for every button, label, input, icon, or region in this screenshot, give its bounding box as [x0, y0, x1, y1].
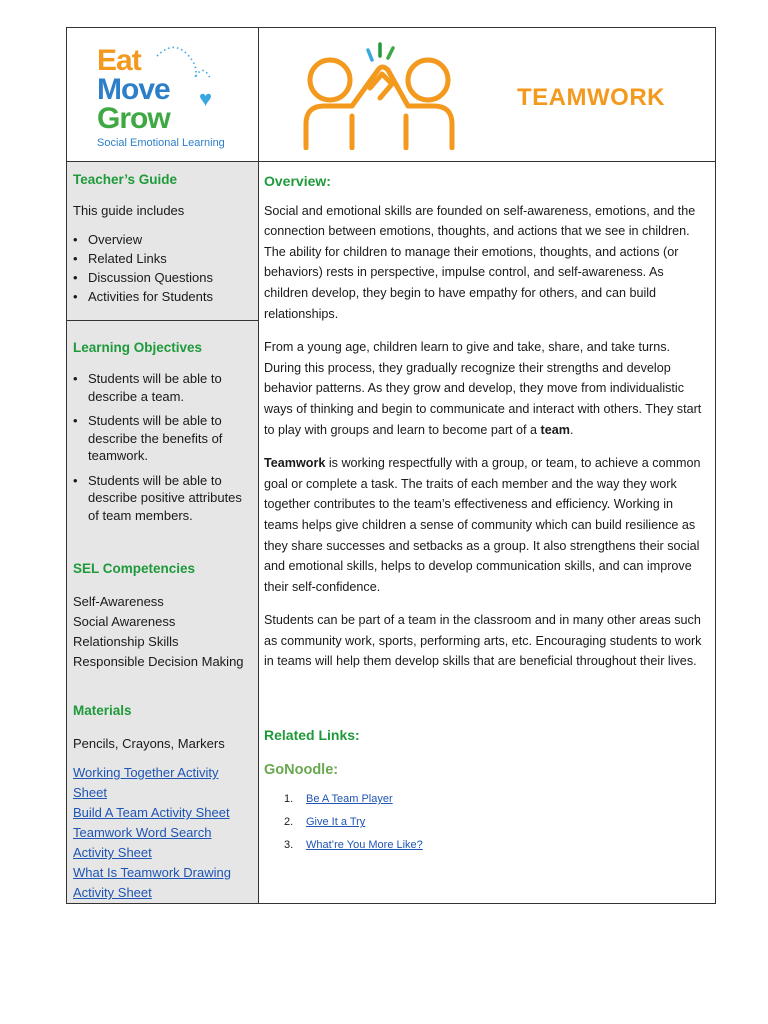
related-links-section: [264, 725, 710, 857]
column-divider: [258, 28, 259, 903]
main-content: [264, 171, 710, 672]
paragraph-text: is working respectfully with a group, or team, to achieve a common goal or complete a task. The traits of each member and the way they work together contributes to the team’s effectiveness and efficiency. Working in teams helps give children a sense of community which can build resilience as they share successes and setbacks as a group. It also strengthens their social and emotional skills, helps to develop communication skills, and can improve their self-confidence.: [264, 456, 701, 594]
paragraph-end: .: [569, 422, 574, 437]
list-item: [264, 788, 710, 811]
list-item: • Discussion Questions: [73, 268, 253, 287]
list-item: • Students will be able to describe positive attributes of team members.: [73, 472, 253, 525]
logo-word-grow: Grow: [97, 102, 170, 135]
logo-word-move: Move: [97, 73, 170, 106]
related-links-heading: Related Links:: [264, 727, 360, 743]
header-divider: [67, 161, 715, 162]
list-number: 2.: [284, 816, 294, 829]
list-number: 1.: [284, 793, 294, 806]
list-item: • Activities for Students: [73, 287, 253, 306]
list-item: [264, 811, 710, 834]
materials-section: [73, 701, 253, 903]
page-frame: [66, 27, 716, 904]
learning-objectives-section: [73, 338, 253, 531]
give-it-a-try-link[interactable]: Give It a Try: [306, 816, 366, 829]
objectives-list: [73, 370, 253, 524]
materials-links: [73, 763, 233, 903]
list-number: 3.: [284, 839, 294, 852]
list-item: • Related Links: [73, 249, 253, 268]
paragraph-text: From a young age, children learn to give and take, share, and take turns. During this process, they gradually recognize their strengths and develop behavior patterns. As they grow and develop, they move from individualistic ways of thinking and begin to communicate and interact with others. They start to play with groups and learn to become part of a: [264, 340, 702, 437]
sel-competencies-section: [73, 559, 253, 672]
sel-list: [73, 592, 253, 672]
bold-team: team: [540, 422, 570, 437]
list-item: • Students will be able to describe the benefits of teamwork.: [73, 412, 253, 465]
list-item: Relationship Skills: [73, 634, 179, 649]
list-item: Social Awareness: [73, 614, 176, 629]
page-title: TEAMWORK: [517, 84, 665, 111]
guide-intro: This guide includes: [73, 203, 185, 218]
teachers-guide-heading: Teacher’s Guide: [73, 172, 178, 187]
logo-tagline: Social Emotional Learning: [97, 137, 225, 149]
overview-paragraph-2: [264, 337, 710, 440]
logo-word-eat: Eat: [97, 44, 141, 77]
teachers-guide-section: [73, 170, 253, 306]
guide-list: [73, 230, 253, 306]
heart-icon: ♥: [199, 86, 213, 111]
list-item: Self-Awareness: [73, 594, 164, 609]
gonoodle-heading: GoNoodle:: [264, 761, 339, 778]
be-a-team-player-link[interactable]: Be A Team Player: [306, 793, 393, 806]
bold-teamwork: Teamwork: [264, 456, 326, 471]
learning-objectives-heading: Learning Objectives: [73, 340, 203, 355]
working-together-link[interactable]: Working Together Activity Sheet: [73, 765, 219, 800]
dotted-path-icon: [155, 42, 215, 102]
list-item: Responsible Decision Making: [73, 654, 244, 669]
high-five-icon: [292, 40, 472, 150]
sel-competencies-heading: SEL Competencies: [73, 561, 196, 576]
list-item: • Students will be able to describe a team.: [73, 370, 253, 405]
materials-heading: Materials: [73, 703, 132, 718]
overview-paragraph-3: [264, 453, 710, 597]
eat-move-grow-logo: [95, 42, 235, 152]
drawing-sheet-link[interactable]: What Is Teamwork Drawing Activity Sheet: [73, 865, 231, 900]
word-search-link[interactable]: Teamwork Word Search Activity Sheet: [73, 825, 212, 860]
materials-text: Pencils, Crayons, Markers: [73, 736, 225, 751]
sidebar-section-divider: [67, 320, 258, 321]
what-re-you-more-like-link[interactable]: What’re You More Like?: [306, 839, 423, 852]
list-item: • Overview: [73, 230, 253, 249]
gonoodle-links: [264, 788, 710, 857]
overview-paragraph-4: Students can be part of a team in the classroom and in many other areas such as community work, sports, performing arts, etc. Encouraging students to work in teams will help them develop skills that are beneficial throughout their lives.: [264, 613, 702, 669]
overview-paragraph-1: Social and emotional skills are founded on self-awareness, emotions, and the connection between emotions, thoughts, and actions that we see in children. The ability for children to manage their emotions, thoughts, and actions (or behaviors) rests in perspective, impulse control, and self-awareness. As children develop, they begin to have empathy for others, and can build relationships.: [264, 203, 696, 321]
list-item: [264, 834, 710, 857]
build-a-team-link[interactable]: Build A Team Activity Sheet: [73, 805, 230, 820]
overview-heading: Overview:: [264, 173, 331, 189]
